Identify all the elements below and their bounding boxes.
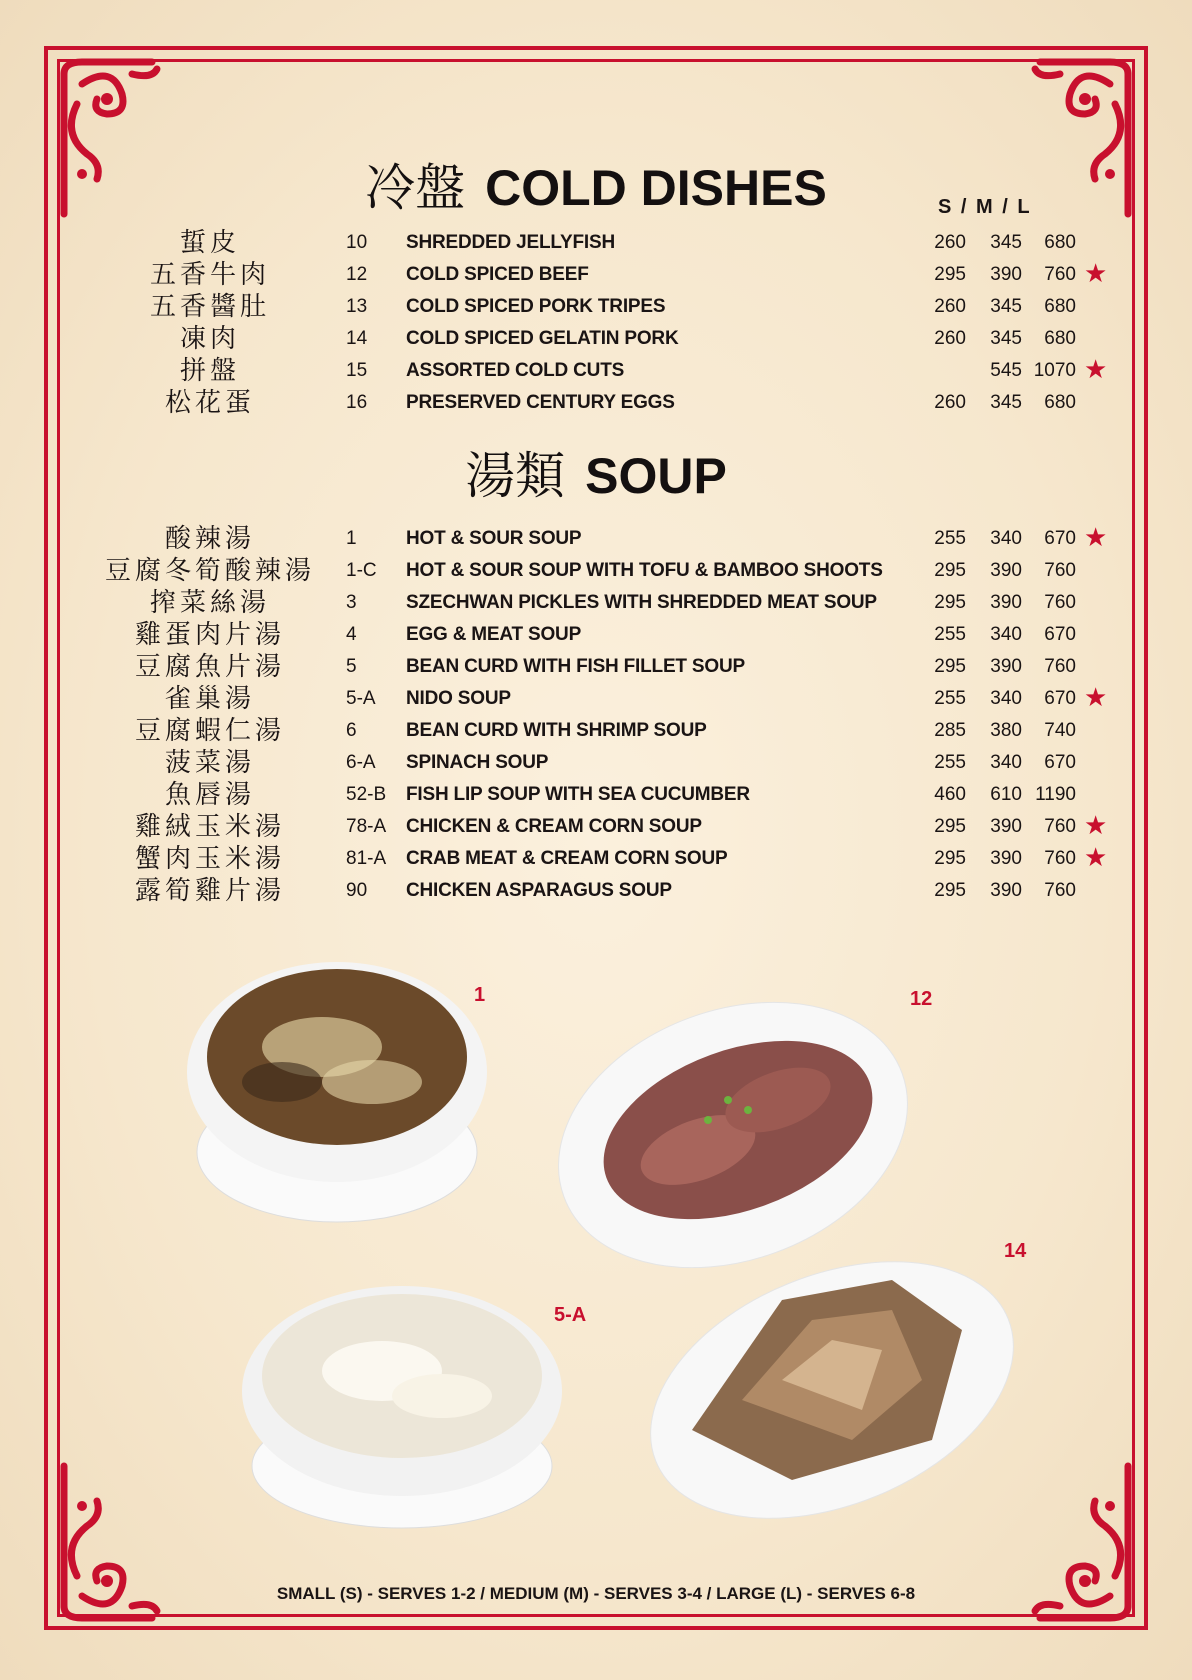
item-name-cn: 蜇皮	[180, 228, 241, 258]
item-code: 4	[346, 624, 357, 645]
soup-title-en: SOUP	[585, 448, 727, 504]
item-code: 16	[346, 392, 368, 413]
item-name-en: BEAN CURD WITH SHRIMP SOUP	[406, 720, 707, 741]
spiced-beef-plate-icon	[548, 1000, 918, 1270]
price-medium: 610	[990, 784, 1022, 805]
item-name-en: CRAB MEAT & CREAM CORN SOUP	[406, 848, 728, 869]
item-name-en: SHREDDED JELLYFISH	[406, 232, 615, 253]
price-small: 285	[934, 720, 966, 741]
price-medium: 345	[990, 392, 1022, 413]
price-large: 680	[1044, 392, 1076, 413]
item-name-en: EGG & MEAT SOUP	[406, 624, 582, 645]
price-small: 295	[934, 848, 966, 869]
item-code: 52-B	[346, 784, 387, 805]
item-name-en: PRESERVED CENTURY EGGS	[406, 392, 675, 413]
price-small: 255	[934, 752, 966, 773]
item-code: 6	[346, 720, 357, 741]
soup-title-cn: 湯類	[465, 447, 566, 505]
item-name-cn: 豆腐冬筍酸辣湯	[105, 556, 316, 586]
price-small: 460	[934, 784, 966, 805]
recommended-star-icon: ★	[1084, 522, 1108, 552]
item-name-en: COLD SPICED BEEF	[406, 264, 589, 285]
price-large: 760	[1044, 264, 1076, 285]
price-small: 260	[934, 232, 966, 253]
price-small: 295	[934, 264, 966, 285]
item-code: 5-A	[346, 688, 376, 709]
price-small: 295	[934, 880, 966, 901]
item-code: 78-A	[346, 816, 387, 837]
item-name-en: SPINACH SOUP	[406, 752, 549, 773]
price-large: 680	[1044, 328, 1076, 349]
recommended-star-icon: ★	[1084, 354, 1108, 384]
price-large: 680	[1044, 232, 1076, 253]
price-medium: 545	[990, 360, 1022, 381]
item-name-cn: 拼盤	[180, 356, 241, 386]
price-large: 760	[1044, 880, 1076, 901]
item-code: 90	[346, 880, 368, 901]
item-name-en: COLD SPICED GELATIN PORK	[406, 328, 679, 349]
item-name-cn: 酸辣湯	[165, 524, 256, 554]
price-medium: 345	[990, 328, 1022, 349]
photo-label: 14	[1004, 1240, 1027, 1262]
price-large: 1070	[1033, 360, 1076, 381]
item-code: 14	[346, 328, 368, 349]
cold-dishes-title-cn: 冷盤	[365, 159, 466, 217]
menu-item-row	[0, 292, 1192, 324]
item-name-cn: 魚唇湯	[165, 780, 256, 810]
price-medium: 345	[990, 232, 1022, 253]
hot-sour-soup-bowl-icon	[172, 952, 502, 1237]
price-large: 670	[1044, 528, 1076, 549]
item-code: 13	[346, 296, 368, 317]
item-name-en: SZECHWAN PICKLES WITH SHREDDED MEAT SOUP	[406, 592, 877, 613]
price-small: 260	[934, 328, 966, 349]
item-name-cn: 雞蛋肉片湯	[135, 620, 286, 650]
item-name-cn: 凍肉	[180, 324, 241, 354]
item-name-en: FISH LIP SOUP WITH SEA CUCUMBER	[406, 784, 750, 805]
price-large: 670	[1044, 688, 1076, 709]
recommended-star-icon: ★	[1084, 682, 1108, 712]
item-name-en: BEAN CURD WITH FISH FILLET SOUP	[406, 656, 745, 677]
price-small: 260	[934, 296, 966, 317]
item-code: 10	[346, 232, 368, 253]
menu-item-row	[0, 324, 1192, 356]
photo-label: 1	[474, 984, 486, 1006]
item-code: 1	[346, 528, 357, 549]
item-code: 15	[346, 360, 368, 381]
price-large: 760	[1044, 816, 1076, 837]
price-small: 295	[934, 592, 966, 613]
serving-size-note: SMALL (S) - SERVES 1-2 / MEDIUM (M) - SERVES 3-4 / LARGE (L) - SERVES 6-8	[276, 1584, 916, 1603]
price-large: 740	[1044, 720, 1076, 741]
item-name-en: CHICKEN ASPARAGUS SOUP	[406, 880, 672, 901]
item-name-cn: 雀巢湯	[165, 684, 256, 714]
price-medium: 340	[990, 752, 1022, 773]
price-medium: 390	[990, 656, 1022, 677]
recommended-star-icon: ★	[1084, 842, 1108, 872]
price-medium: 340	[990, 624, 1022, 645]
price-medium: 345	[990, 296, 1022, 317]
photo-label: 12	[910, 988, 933, 1010]
item-code: 5	[346, 656, 357, 677]
cold-dishes-title-en: COLD DISHES	[485, 160, 827, 216]
price-medium: 390	[990, 880, 1022, 901]
price-large: 760	[1044, 560, 1076, 581]
menu-item-row	[0, 388, 1192, 420]
price-small: 295	[934, 656, 966, 677]
item-name-cn: 松花蛋	[165, 388, 256, 418]
gelatin-pork-plate-icon	[632, 1240, 1032, 1520]
item-name-cn: 菠菜湯	[165, 748, 256, 778]
price-small: 255	[934, 624, 966, 645]
item-name-en: HOT & SOUR SOUP	[406, 528, 582, 549]
price-medium: 380	[990, 720, 1022, 741]
nido-soup-bowl-icon	[232, 1276, 572, 1536]
size-header: S / M / L	[938, 196, 1032, 218]
soup-title	[0, 436, 1192, 508]
price-large: 760	[1044, 656, 1076, 677]
price-small: 255	[934, 528, 966, 549]
item-name-en: NIDO SOUP	[406, 688, 511, 709]
menu-item-row	[0, 876, 1192, 908]
item-name-cn: 雞絨玉米湯	[135, 812, 286, 842]
item-name-en: CHICKEN & CREAM CORN SOUP	[406, 816, 702, 837]
recommended-star-icon: ★	[1084, 258, 1108, 288]
item-name-cn: 露筍雞片湯	[135, 876, 286, 906]
item-code: 3	[346, 592, 357, 613]
recommended-star-icon: ★	[1084, 810, 1108, 840]
item-name-en: HOT & SOUR SOUP WITH TOFU & BAMBOO SHOOTS	[406, 560, 883, 581]
price-medium: 390	[990, 848, 1022, 869]
item-name-cn: 豆腐魚片湯	[135, 652, 286, 682]
price-large: 760	[1044, 848, 1076, 869]
price-large: 670	[1044, 624, 1076, 645]
price-large: 680	[1044, 296, 1076, 317]
item-name-cn: 五香牛肉	[150, 260, 271, 290]
photo-label: 5-A	[554, 1304, 587, 1326]
price-small: 295	[934, 816, 966, 837]
price-small: 295	[934, 560, 966, 581]
price-large: 1190	[1035, 784, 1076, 805]
price-medium: 390	[990, 560, 1022, 581]
price-medium: 390	[990, 816, 1022, 837]
item-name-en: COLD SPICED PORK TRIPES	[406, 296, 666, 317]
item-code: 6-A	[346, 752, 376, 773]
item-name-cn: 豆腐蝦仁湯	[135, 716, 286, 746]
price-medium: 390	[990, 592, 1022, 613]
price-small: 255	[934, 688, 966, 709]
price-medium: 390	[990, 264, 1022, 285]
item-code: 1-C	[346, 560, 377, 581]
item-code: 12	[346, 264, 368, 285]
price-small: 260	[934, 392, 966, 413]
item-name-en: ASSORTED COLD CUTS	[406, 360, 625, 381]
price-large: 670	[1044, 752, 1076, 773]
price-medium: 340	[990, 528, 1022, 549]
item-code: 81-A	[346, 848, 387, 869]
item-name-cn: 五香醬肚	[150, 292, 271, 322]
price-large: 760	[1044, 592, 1076, 613]
price-medium: 340	[990, 688, 1022, 709]
item-name-cn: 搾菜絲湯	[150, 588, 271, 618]
item-name-cn: 蟹肉玉米湯	[135, 844, 286, 874]
